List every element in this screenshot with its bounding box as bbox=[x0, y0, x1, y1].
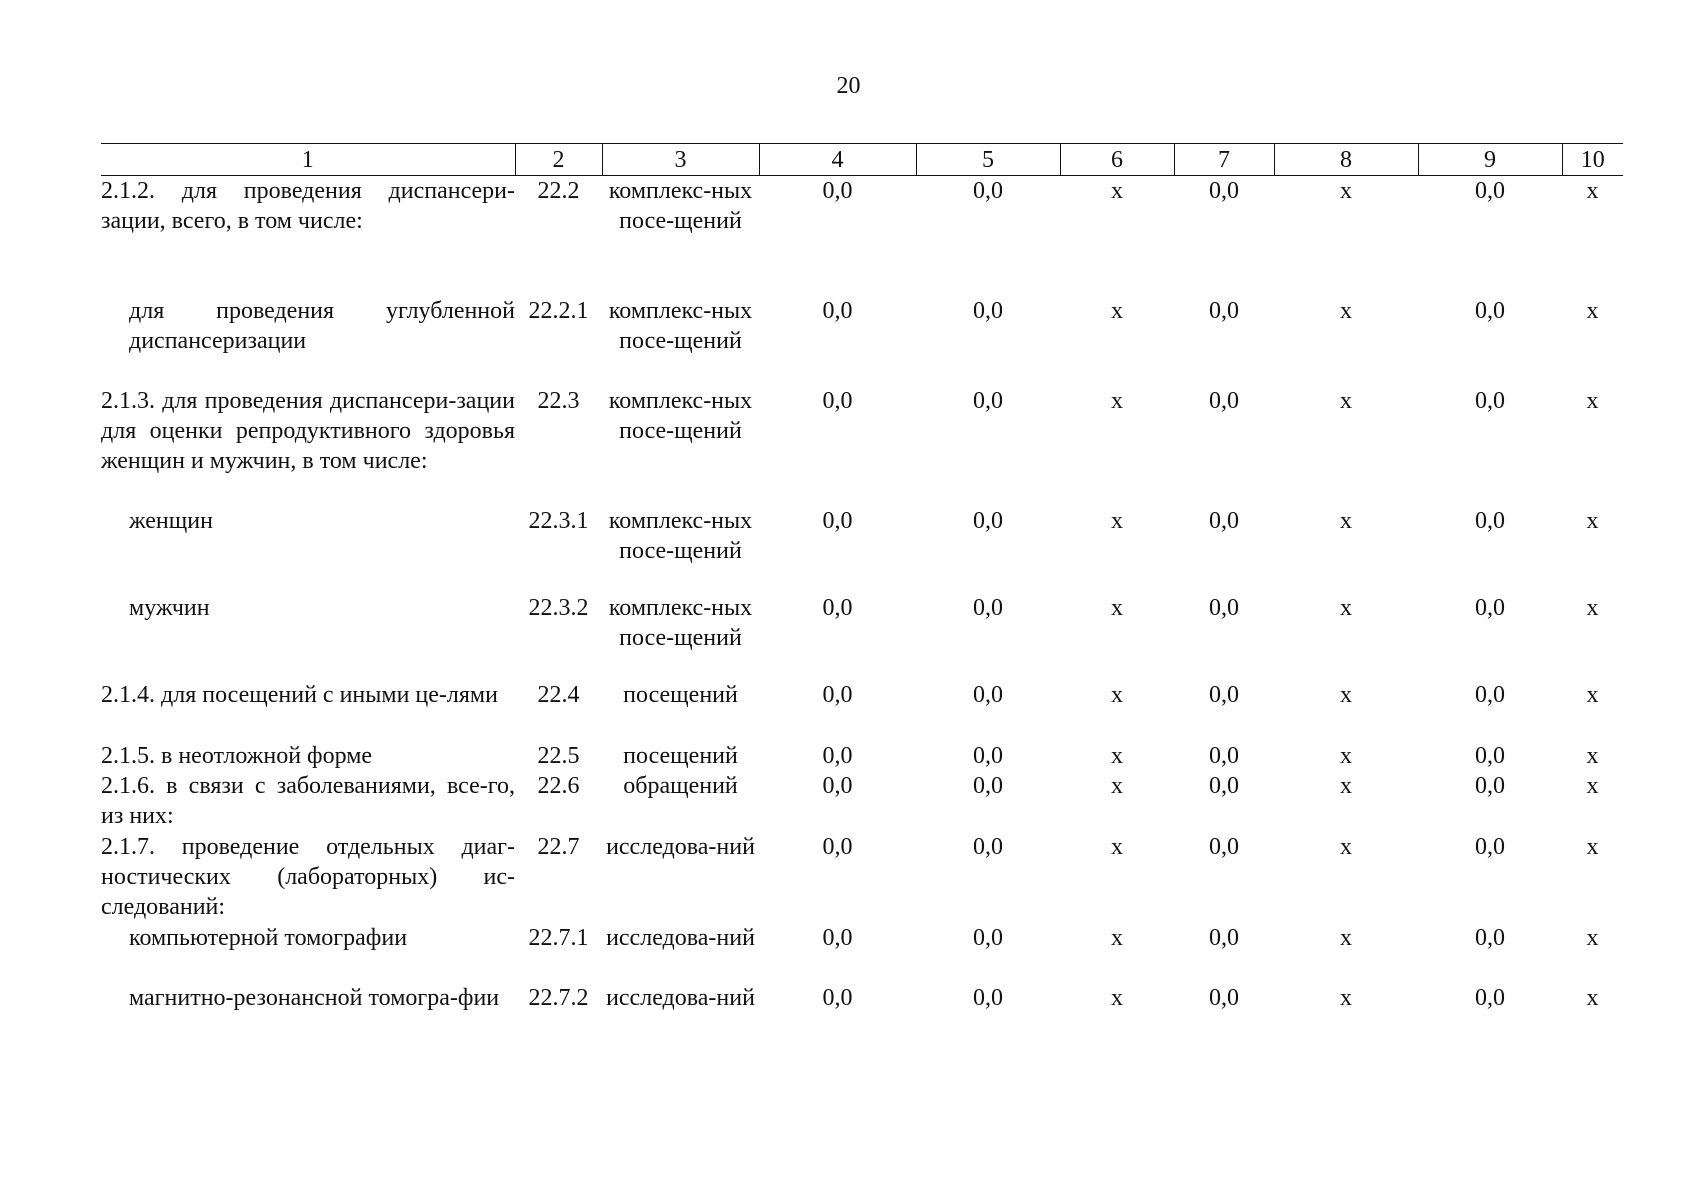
cell-col-5: 0,0 bbox=[973, 984, 1003, 1011]
row-code: 22.4 bbox=[537, 681, 580, 708]
row-name: магнитно-резонансной томогра-фии bbox=[129, 984, 500, 1011]
row-unit: исследова-ний bbox=[606, 833, 755, 860]
cell-col-4: 0,0 bbox=[822, 984, 853, 1011]
row-name: для проведения углубленной диспансеризации bbox=[129, 297, 515, 354]
cell-col-4: 0,0 bbox=[822, 772, 853, 799]
row-name: мужчин bbox=[129, 594, 210, 621]
cell-col-10: х bbox=[1586, 387, 1599, 414]
row-name: 2.1.2. для проведения диспансери-зации, всего, в том числе: bbox=[101, 178, 515, 234]
table-row bbox=[101, 983, 1623, 1044]
cell-col-10: х bbox=[1586, 742, 1599, 769]
row-name: 2.1.3. для проведения диспансери-зации для оценки репродуктивного здоровья женщин и мужчин, в том числе: bbox=[101, 387, 515, 474]
row-code: 22.3.2 bbox=[528, 594, 589, 621]
row-code: 22.2.1 bbox=[528, 297, 589, 324]
row-name: 2.1.7. проведение отдельных диаг-ностических (лабораторных) ис-следований: bbox=[101, 833, 515, 920]
table-row bbox=[101, 593, 1623, 680]
cell-col-6: х bbox=[1111, 178, 1123, 204]
row-name: 2.1.6. в связи с заболеваниями, все-го, из них: bbox=[101, 772, 515, 829]
cell-col-8: х bbox=[1340, 178, 1352, 204]
row-unit: комплекс-ных посе-щений bbox=[608, 387, 753, 444]
row-unit: исследова-ний bbox=[606, 984, 755, 1011]
cell-col-6: х bbox=[1111, 833, 1123, 860]
cell-col-5: 0,0 bbox=[973, 833, 1003, 860]
row-code: 22.3 bbox=[537, 387, 580, 414]
cell-col-10: х bbox=[1586, 297, 1599, 324]
cell-col-6: х bbox=[1111, 387, 1123, 414]
cell-col-4: 0,0 bbox=[822, 507, 853, 534]
cell-col-7: 0,0 bbox=[1209, 594, 1239, 621]
row-unit: комплекс-ных посе-щений bbox=[608, 594, 753, 651]
row-code: 22.7.2 bbox=[528, 984, 589, 1011]
cell-col-4: 0,0 bbox=[822, 178, 853, 204]
cell-col-10: х bbox=[1586, 178, 1599, 204]
table-row bbox=[101, 771, 1623, 832]
page-number: 20 bbox=[836, 73, 861, 99]
column-header-3: 3 bbox=[602, 144, 759, 176]
cell-col-9: 0,0 bbox=[1475, 833, 1505, 860]
cell-col-8: х bbox=[1340, 833, 1352, 860]
cell-col-8: х bbox=[1340, 924, 1352, 951]
table-row bbox=[101, 680, 1623, 741]
column-header-8: 8 bbox=[1274, 144, 1418, 176]
cell-col-6: х bbox=[1111, 772, 1123, 799]
cell-col-8: х bbox=[1340, 594, 1352, 621]
column-header-5: 5 bbox=[916, 144, 1060, 176]
row-unit: посещений bbox=[623, 742, 738, 769]
cell-col-9: 0,0 bbox=[1475, 984, 1505, 1011]
cell-col-7: 0,0 bbox=[1209, 297, 1239, 324]
row-unit: комплекс-ных посе-щений bbox=[608, 178, 753, 234]
cell-col-9: 0,0 bbox=[1475, 297, 1505, 324]
row-unit: обращений bbox=[623, 772, 738, 799]
row-unit: комплекс-ных посе-щений bbox=[608, 297, 753, 354]
cell-col-8: х bbox=[1340, 772, 1352, 799]
cell-col-4: 0,0 bbox=[822, 833, 853, 860]
row-code: 22.6 bbox=[537, 772, 580, 799]
table-row bbox=[101, 832, 1623, 923]
cell-col-7: 0,0 bbox=[1209, 681, 1239, 708]
cell-col-6: х bbox=[1111, 681, 1123, 708]
cell-col-6: х bbox=[1111, 742, 1123, 769]
cell-col-5: 0,0 bbox=[973, 178, 1003, 204]
table-row bbox=[101, 741, 1623, 771]
cell-col-10: х bbox=[1586, 924, 1599, 951]
cell-col-10: х bbox=[1586, 833, 1599, 860]
cell-col-9: 0,0 bbox=[1475, 387, 1505, 414]
column-header-10: 10 bbox=[1562, 144, 1623, 176]
cell-col-5: 0,0 bbox=[973, 507, 1003, 534]
cell-col-7: 0,0 bbox=[1209, 772, 1239, 799]
cell-col-7: 0,0 bbox=[1209, 833, 1239, 860]
row-unit: исследова-ний bbox=[606, 924, 755, 951]
table-row bbox=[101, 923, 1623, 983]
cell-col-5: 0,0 bbox=[973, 742, 1003, 769]
row-code: 22.3.1 bbox=[528, 507, 589, 534]
row-name: 2.1.4. для посещений с иными це-лями bbox=[101, 681, 498, 708]
table-row bbox=[101, 296, 1623, 386]
row-code: 22.2 bbox=[537, 178, 580, 204]
cell-col-8: х bbox=[1340, 681, 1352, 708]
cell-col-7: 0,0 bbox=[1209, 387, 1239, 414]
cell-col-7: 0,0 bbox=[1209, 924, 1239, 951]
cell-col-6: х bbox=[1111, 594, 1123, 621]
header-row bbox=[101, 144, 1623, 176]
cell-col-4: 0,0 bbox=[822, 681, 853, 708]
column-header-7: 7 bbox=[1174, 144, 1274, 176]
cell-col-4: 0,0 bbox=[822, 387, 853, 414]
cell-col-10: х bbox=[1586, 772, 1599, 799]
data-table bbox=[101, 143, 1623, 1044]
cell-col-6: х bbox=[1111, 297, 1123, 324]
cell-col-7: 0,0 bbox=[1209, 507, 1239, 534]
column-header-6: 6 bbox=[1060, 144, 1174, 176]
cell-col-9: 0,0 bbox=[1475, 681, 1505, 708]
cell-col-4: 0,0 bbox=[822, 924, 853, 951]
cell-col-10: х bbox=[1586, 594, 1599, 621]
column-header-9: 9 bbox=[1418, 144, 1562, 176]
cell-col-8: х bbox=[1340, 742, 1352, 769]
row-name: 2.1.5. в неотложной форме bbox=[101, 742, 373, 769]
cell-col-9: 0,0 bbox=[1475, 178, 1505, 204]
cell-col-5: 0,0 bbox=[973, 594, 1003, 621]
cell-col-8: х bbox=[1340, 297, 1352, 324]
cell-col-4: 0,0 bbox=[822, 594, 853, 621]
cell-col-10: х bbox=[1586, 984, 1599, 1011]
row-code: 22.7.1 bbox=[528, 924, 589, 951]
cell-col-9: 0,0 bbox=[1475, 594, 1505, 621]
cell-col-10: х bbox=[1586, 681, 1599, 708]
cell-col-6: х bbox=[1111, 924, 1123, 951]
column-header-4: 4 bbox=[759, 144, 916, 176]
row-name: женщин bbox=[129, 507, 213, 534]
column-header-2: 2 bbox=[515, 144, 602, 176]
row-unit: комплекс-ных посе-щений bbox=[608, 507, 753, 564]
cell-col-8: х bbox=[1340, 387, 1352, 414]
cell-col-9: 0,0 bbox=[1475, 507, 1505, 534]
cell-col-4: 0,0 bbox=[822, 297, 853, 324]
cell-col-7: 0,0 bbox=[1209, 984, 1239, 1011]
cell-col-6: х bbox=[1111, 984, 1123, 1011]
column-header-1: 1 bbox=[101, 144, 515, 176]
cell-col-5: 0,0 bbox=[973, 924, 1003, 951]
cell-col-5: 0,0 bbox=[973, 387, 1003, 414]
cell-col-5: 0,0 bbox=[973, 681, 1003, 708]
cell-col-9: 0,0 bbox=[1475, 924, 1505, 951]
row-code: 22.5 bbox=[537, 742, 580, 769]
cell-col-5: 0,0 bbox=[973, 297, 1003, 324]
cell-col-7: 0,0 bbox=[1209, 178, 1239, 204]
cell-col-6: х bbox=[1111, 507, 1123, 534]
row-code: 22.7 bbox=[537, 833, 580, 860]
cell-col-4: 0,0 bbox=[822, 742, 853, 769]
cell-col-7: 0,0 bbox=[1209, 742, 1239, 769]
cell-col-9: 0,0 bbox=[1475, 742, 1505, 769]
cell-col-5: 0,0 bbox=[973, 772, 1003, 799]
cell-col-8: х bbox=[1340, 984, 1352, 1011]
cell-col-8: х bbox=[1340, 507, 1352, 534]
row-name: компьютерной томографии bbox=[129, 924, 408, 951]
row-unit: посещений bbox=[623, 681, 738, 708]
table-row bbox=[101, 506, 1623, 593]
table-row bbox=[101, 386, 1623, 506]
cell-col-10: х bbox=[1586, 507, 1599, 534]
table-row bbox=[101, 176, 1623, 296]
cell-col-9: 0,0 bbox=[1475, 772, 1505, 799]
